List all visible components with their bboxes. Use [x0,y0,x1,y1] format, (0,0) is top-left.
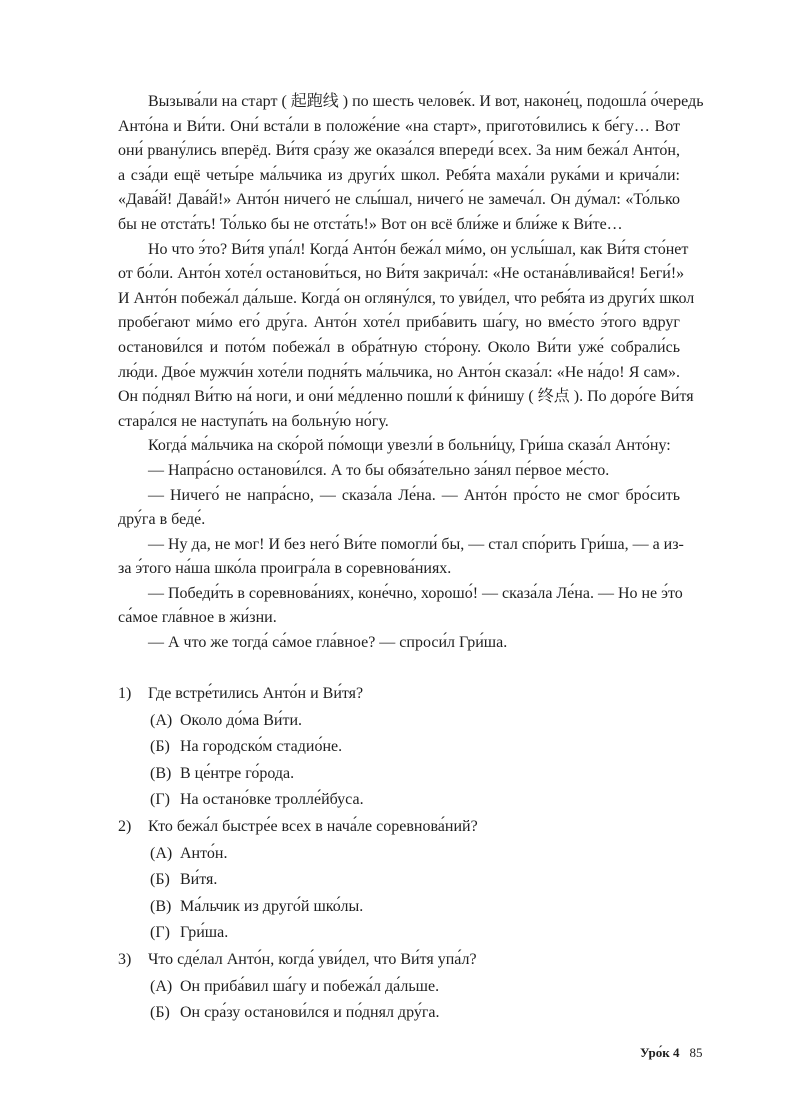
dialogue-line: — Напра́сно останови́лся. А то бы обяза́тельно за́нял пе́рвое ме́сто. [148,461,610,479]
text-line: «Дава́й! Дава́й!» Анто́н ничего́ не слы́шал, ничего́ не замеча́л. Он ду́мал: «То́лько [118,191,680,209]
option-letter: (Б) [150,738,170,756]
option-text: Ма́льчик из друго́й шко́лы. [180,897,364,915]
option-letter: (А) [150,711,173,729]
option-text: Он приба́вил ша́гу и побежа́л да́льше. [180,977,440,995]
option-letter: (Г) [150,924,170,942]
page-number: 85 [689,1045,703,1060]
question [118,681,680,708]
option-letter: (В) [150,897,172,915]
text-line: Но что э́то? Ви́тя упа́л! Когда́ Анто́н бежа́л ми́мо, он услы́шал, как Ви́тя сто́нет [148,240,689,258]
text-line: они́ рвану́лись вперёд. Ви́тя сра́зу же оказа́лся впереди́ всех. За ним бежа́л Анто́н, [118,142,680,160]
option-letter: (Г) [150,791,170,809]
page-footer [640,1045,702,1061]
answer-option [118,1000,680,1027]
text-line: а сза́ди ещё четы́ре ма́льчика из други́х школ. Ребя́та маха́ли рука́ми и крича́ли: [118,166,680,184]
answer-option [118,761,680,788]
answer-option [118,708,680,735]
dialogue-line: — А что же тогда́ са́мое гла́вное? — спроси́л Гри́ша. [148,634,508,652]
question-text: Кто бежа́л быстре́е всех в нача́ле соревнова́ний? [148,817,478,835]
question [118,814,680,841]
answer-option [118,920,680,947]
reading-text [118,90,704,656]
dialogue-line: за э́того на́ша шко́ла проигра́ла в соревнова́ниях. [118,560,452,578]
text-line: Когда́ ма́льчика на ско́рой по́мощи увезли́ в больни́цу, Гри́ша сказа́л Анто́ну: [148,437,671,455]
dialogue-line: — Победи́ть в соревнова́ниях, коне́чно, хорошо́! — сказа́ла Ле́на. — Но не э́то [148,584,683,602]
option-text: На городско́м стадио́не. [180,738,343,756]
question-text: Где встре́тились Анто́н и Ви́тя? [148,685,364,702]
option-text: Около до́ма Ви́ти. [180,711,303,729]
option-text: Он сра́зу останови́лся и по́днял дру́га. [180,1004,440,1022]
dialogue-line: — Ничего́ не напра́сно, — сказа́ла Ле́на. — Анто́н про́сто не смог бро́сить [148,486,680,504]
text-line: Анто́на и Ви́ти. Они́ вста́ли в положе́ние «на старт», пригото́вились к бе́гу… Вот [118,117,680,135]
text-line: стара́лся не наступа́ть на больну́ю но́гу. [118,412,389,430]
option-letter: (В) [150,764,172,782]
answer-option [118,867,680,894]
lesson-label: Уро́к 4 [640,1045,680,1060]
dialogue-line: са́мое гла́вное в жи́зни. [118,609,277,627]
question-number: 3) [118,950,132,968]
answer-option [118,841,680,868]
text-line: И Анто́н побежа́л да́льше. Когда́ он огляну́лся, то уви́дел, что ребя́та из други́х школ [118,289,695,307]
dialogue-line: дру́га в беде́. [118,511,206,529]
text-line: останови́лся и пото́м побежа́л в обра́тную сто́рону. Около Ви́ти уже́ собрали́сь [118,338,680,356]
option-text: Ви́тя. [180,871,218,889]
question-number: 1) [118,685,132,702]
option-text: Анто́н. [180,844,228,862]
text-line: Он по́днял Ви́тю на́ ноги, и они́ ме́дленно пошли́ к фи́нишу ( 终点 ). По доро́ге Ви́тя [118,388,694,406]
questions [118,681,680,1027]
option-text: На остано́вке тролле́йбуса. [180,791,364,809]
text-line: бы не отста́ть! То́лько бы не отста́ть!» Вот он всё бли́же и бли́же к Ви́те… [118,215,623,233]
text-line: от бо́ли. Анто́н хоте́л останови́ться, но Ви́тя закрича́л: «Не остана́вливайся! Беги́!» [118,265,685,283]
answer-option [118,974,680,1001]
text-line: пробе́гают ми́мо его́ дру́га. Анто́н хоте́л приба́вить ша́гу, но вме́сто э́того вдруг [118,314,680,332]
option-letter: (Б) [150,1004,170,1022]
answer-option [118,787,680,814]
option-letter: (А) [150,977,173,995]
question-text: Что сде́лал Анто́н, когда́ уви́дел, что Ви́тя упа́л? [148,950,477,968]
text-line: Вызыва́ли на старт ( 起跑线 ) по шесть челове́к. И вот, наконе́ц, подошла́ о́чередь [148,93,704,110]
option-letter: (Б) [150,871,170,889]
question [118,947,680,974]
text-line: лю́ди. Дво́е мужчи́н хоте́ли подня́ть ма́льчика, но Анто́н сказа́л: «Не на́до! Я сам». [118,363,680,381]
option-letter: (А) [150,844,173,862]
question-number: 2) [118,817,132,835]
option-text: Гри́ша. [180,924,229,942]
dialogue-line: — Ну да, не мог! И без него́ Ви́те помогли́ бы, — стал спо́рить Гри́ша, — а из- [148,535,684,553]
option-text: В це́нтре го́рода. [180,764,295,782]
answer-option [118,894,680,921]
answer-option [118,734,680,761]
